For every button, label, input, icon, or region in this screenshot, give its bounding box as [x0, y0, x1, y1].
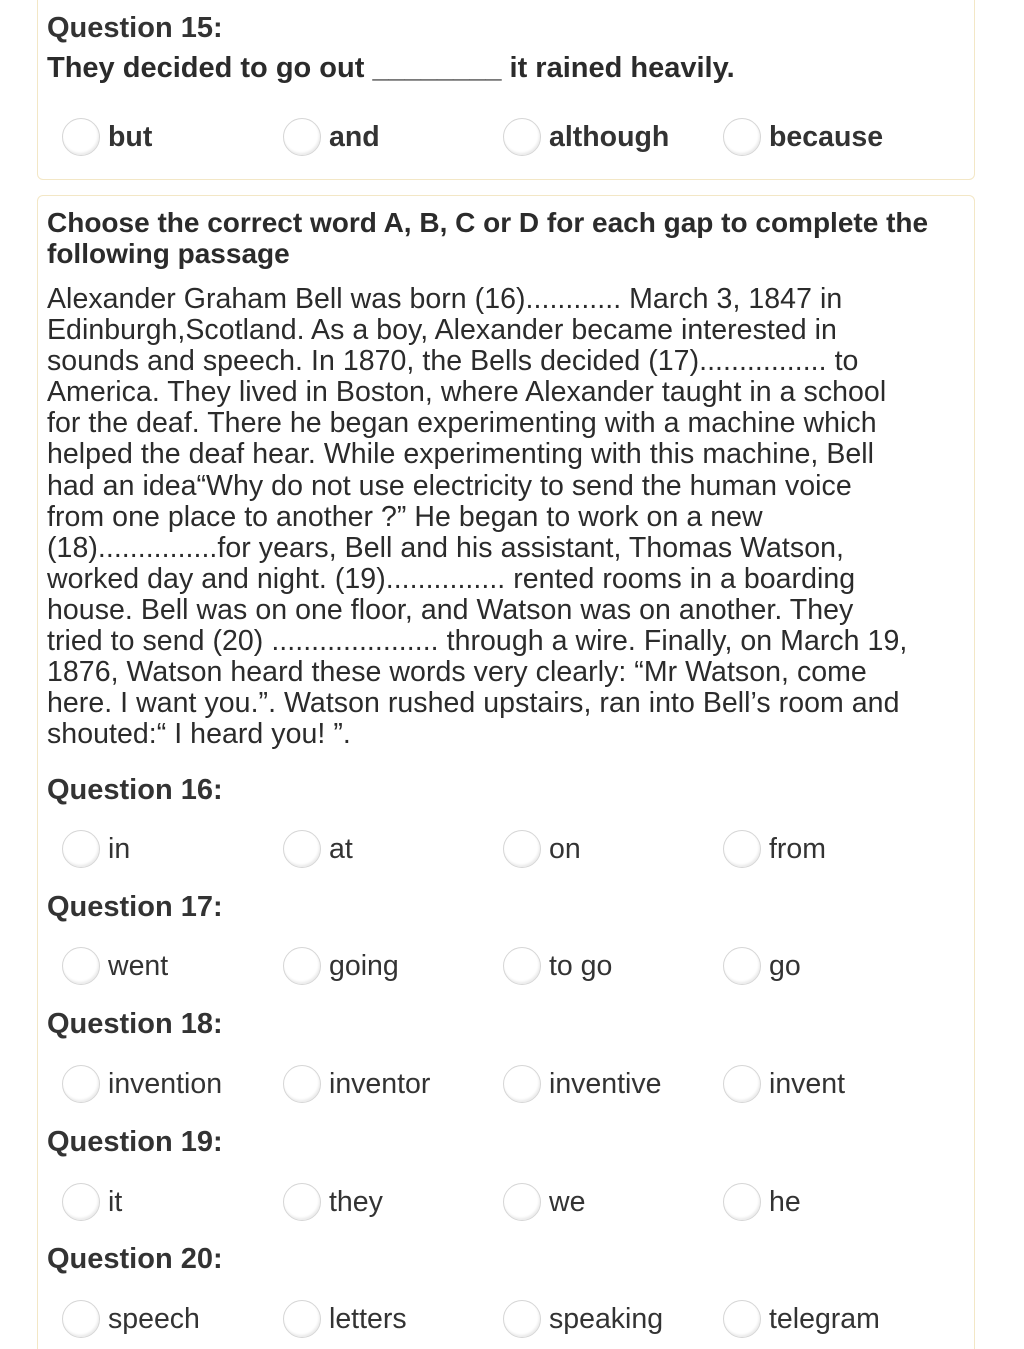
option-label: because	[769, 120, 884, 153]
q19-option-d[interactable]	[723, 1179, 801, 1225]
radio-button[interactable]	[62, 118, 100, 156]
radio-button[interactable]	[283, 1065, 321, 1103]
question-18-title: Question 18:	[47, 1008, 223, 1040]
q20-option-a[interactable]	[62, 1296, 200, 1342]
q18-option-b[interactable]	[283, 1061, 430, 1107]
q15-option-c[interactable]	[503, 114, 669, 160]
radio-button[interactable]	[62, 830, 100, 868]
option-label: invent	[769, 1067, 846, 1100]
question-19-title: Question 19:	[47, 1126, 223, 1158]
q18-option-c[interactable]	[503, 1061, 661, 1107]
q15-option-d[interactable]	[723, 114, 883, 160]
q17-option-d[interactable]	[723, 943, 801, 989]
passage-line: for the deaf. There he began experimenting with a machine which	[47, 407, 877, 440]
option-label: telegram	[769, 1302, 880, 1335]
option-label: went	[108, 949, 169, 982]
passage-line: Alexander Graham Bell was born (16)............ March 3, 1847 in	[47, 283, 843, 315]
radio-button[interactable]	[723, 830, 761, 868]
radio-button[interactable]	[723, 1300, 761, 1338]
option-label: it	[108, 1185, 123, 1218]
passage-line: had an idea“Why do not use electricity to send the human voice	[47, 469, 852, 502]
option-label: inventive	[549, 1067, 662, 1100]
passage-line: America. They lived in Boston, where Alexander taught in a school	[47, 376, 887, 409]
option-label: letters	[329, 1302, 407, 1335]
question-16-title: Question 16:	[47, 774, 223, 806]
option-label: at	[329, 832, 353, 865]
radio-button[interactable]	[62, 1183, 100, 1221]
q19-option-c[interactable]	[503, 1179, 585, 1225]
radio-button[interactable]	[723, 1183, 761, 1221]
passage-line: helped the deaf hear. While experimenting with this machine, Bell	[47, 438, 875, 471]
radio-button[interactable]	[283, 1300, 321, 1338]
passage-line: worked day and night. (19)............... rented rooms in a boarding	[47, 562, 856, 595]
passage-line: from one place to another ?” He began to work on a new	[47, 500, 763, 533]
passage-instruction: Choose the correct word A, B, C or D for each gap to complete the following passage	[47, 207, 929, 269]
q19-option-b[interactable]	[283, 1179, 383, 1225]
q19-option-a[interactable]	[62, 1179, 122, 1225]
radio-button[interactable]	[62, 947, 100, 985]
radio-button[interactable]	[503, 830, 541, 868]
option-label: in	[108, 832, 131, 865]
q20-option-d[interactable]	[723, 1296, 880, 1342]
q17-option-c[interactable]	[503, 943, 612, 989]
passage-text	[47, 284, 972, 750]
option-label: we	[549, 1185, 586, 1218]
q17-option-b[interactable]	[283, 943, 399, 989]
question-20-title: Question 20:	[47, 1243, 223, 1275]
passage-line: Edinburgh,Scotland. As a boy, Alexander became interested in	[47, 314, 837, 347]
question-15-options	[62, 114, 962, 160]
option-label: going	[329, 949, 399, 982]
passage-line: (18)...............for years, Bell and his assistant, Thomas Watson,	[47, 531, 844, 564]
question-17-title: Question 17:	[47, 891, 223, 923]
option-label: they	[329, 1185, 383, 1218]
question-15-stem: They decided to go out ________ it rained heavily.	[47, 52, 735, 84]
radio-button[interactable]	[283, 118, 321, 156]
q15-option-a[interactable]	[62, 114, 152, 160]
radio-button[interactable]	[723, 1065, 761, 1103]
option-label: but	[108, 120, 153, 153]
radio-button[interactable]	[723, 947, 761, 985]
option-label: to go	[549, 949, 613, 982]
passage-line: 1876, Watson heard these words very clearly: “Mr Watson, come	[47, 656, 867, 689]
question-15-title: Question 15:	[47, 12, 223, 44]
question-19-options	[62, 1179, 962, 1225]
question-17-options	[62, 943, 962, 989]
q18-option-d[interactable]	[723, 1061, 845, 1107]
option-label: on	[549, 832, 581, 865]
radio-button[interactable]	[503, 1065, 541, 1103]
passage-line: tried to send (20) ..................... through a wire. Finally, on March 19,	[47, 625, 908, 658]
radio-button[interactable]	[283, 1183, 321, 1221]
passage-line: shouted:“ I heard you! ”.	[47, 718, 351, 751]
radio-button[interactable]	[283, 947, 321, 985]
question-16-options	[62, 826, 962, 872]
q18-option-a[interactable]	[62, 1061, 222, 1107]
option-label: he	[769, 1185, 801, 1218]
radio-button[interactable]	[283, 830, 321, 868]
option-label: although	[549, 120, 670, 153]
radio-button[interactable]	[503, 1183, 541, 1221]
q15-option-b[interactable]	[283, 114, 380, 160]
radio-button[interactable]	[62, 1065, 100, 1103]
radio-button[interactable]	[62, 1300, 100, 1338]
q17-option-a[interactable]	[62, 943, 168, 989]
question-20-options	[62, 1296, 962, 1342]
q16-option-a[interactable]	[62, 826, 130, 872]
passage-line: sounds and speech. In 1870, the Bells decided (17)................ to	[47, 345, 859, 378]
q20-option-c[interactable]	[503, 1296, 663, 1342]
radio-button[interactable]	[503, 947, 541, 985]
radio-button[interactable]	[503, 118, 541, 156]
q16-option-c[interactable]	[503, 826, 581, 872]
q16-option-d[interactable]	[723, 826, 826, 872]
option-label: invention	[108, 1067, 223, 1100]
option-label: go	[769, 949, 801, 982]
option-label: inventor	[329, 1067, 431, 1100]
option-label: speaking	[549, 1302, 664, 1335]
question-18-options	[62, 1061, 962, 1107]
q16-option-b[interactable]	[283, 826, 353, 872]
option-label: and	[329, 120, 380, 153]
radio-button[interactable]	[723, 118, 761, 156]
q20-option-b[interactable]	[283, 1296, 407, 1342]
option-label: speech	[108, 1302, 200, 1335]
passage-line: here. I want you.”. Watson rushed upstairs, ran into Bell’s room and	[47, 687, 900, 720]
option-label: from	[769, 832, 826, 865]
passage-line: house. Bell was on one floor, and Watson was on another. They	[47, 593, 854, 626]
radio-button[interactable]	[503, 1300, 541, 1338]
